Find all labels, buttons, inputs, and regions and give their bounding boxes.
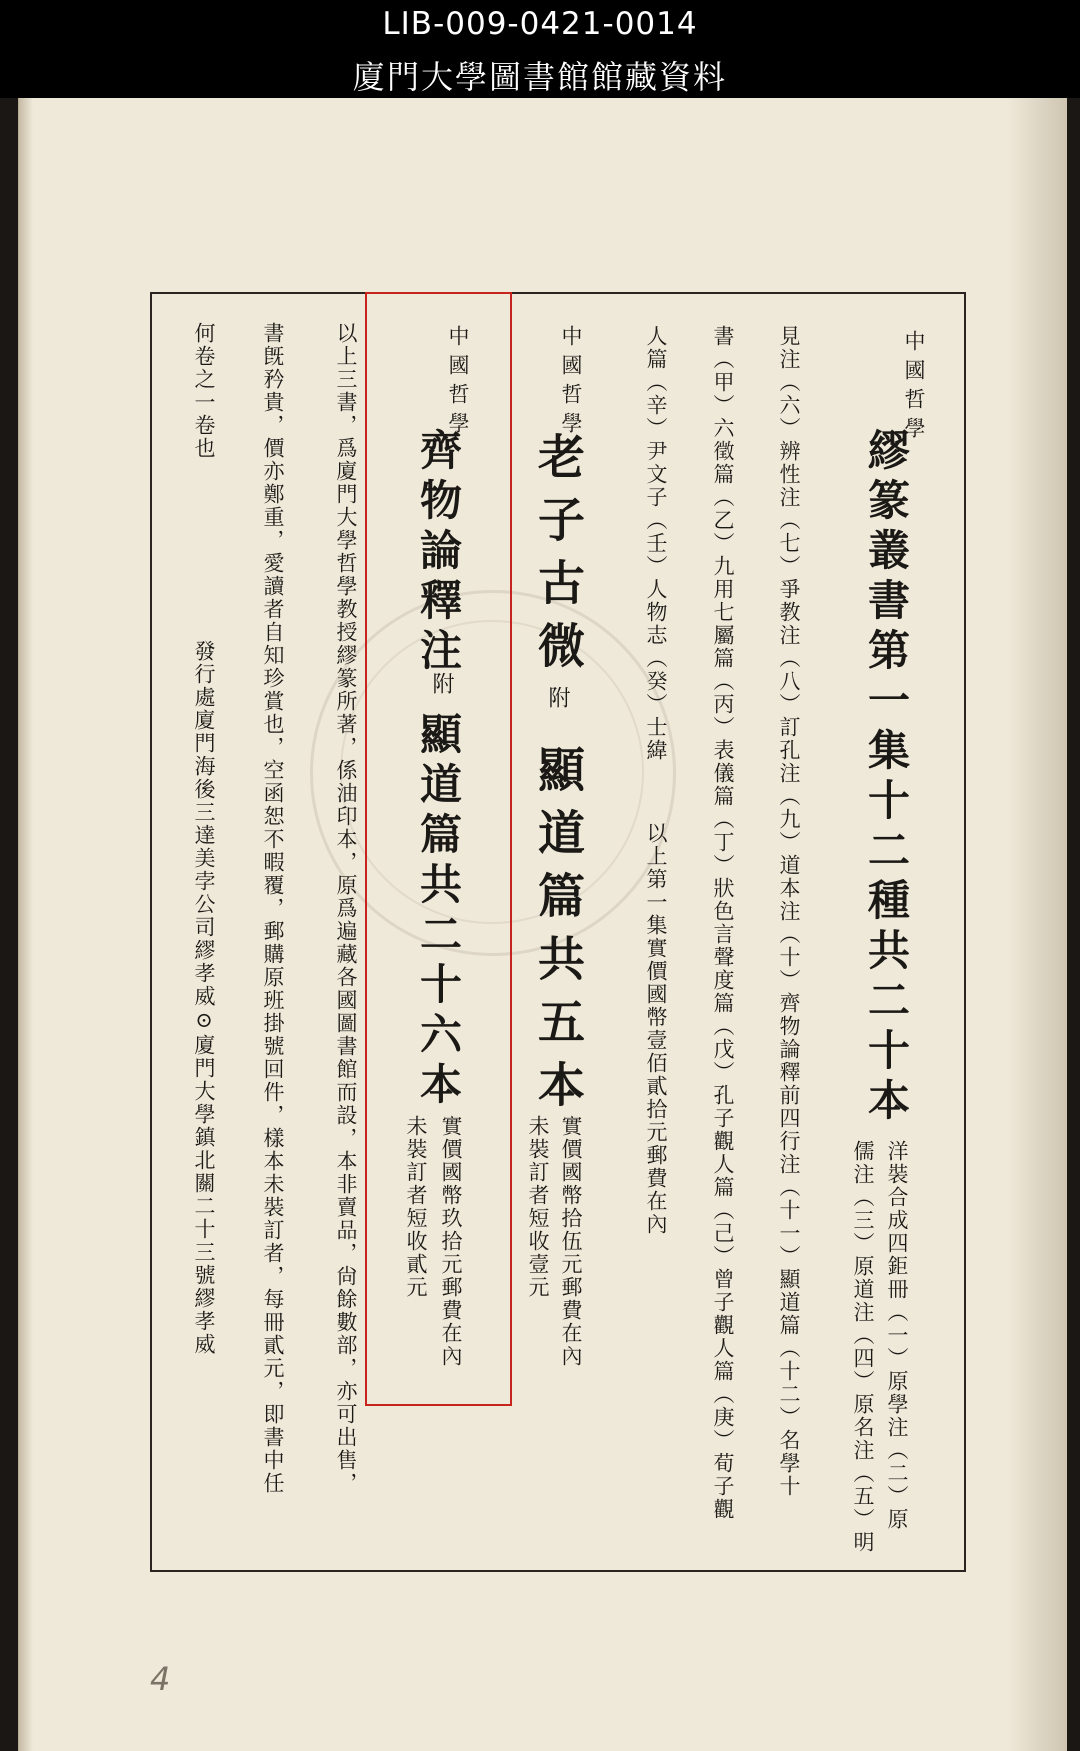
book1-line4: 書（甲）六徵篇（乙）九用七屬篇（丙）表儀篇（丁）狀色言聲度篇（戊）孔子觀人篇（己）曾子觀人篇（庚）荀子觀 — [711, 325, 735, 1521]
header-banner — [0, 0, 1080, 98]
book3-price: 實價國幣玖拾元郵費在內 — [439, 1115, 463, 1368]
page-edge-shadow — [1007, 98, 1067, 1751]
notes-line2: 書旣矜貴，價亦鄭重，愛讀者自知珍賞也，空函恕不暇覆，郵購原班掛號回件，樣本未裝訂者，每冊貳元，即書中任 — [261, 322, 285, 1495]
book1-category: 中國哲學 — [902, 330, 926, 446]
handwritten-page-number: 4 — [150, 1660, 171, 1698]
book3-category: 中國哲學 — [446, 325, 470, 441]
notes-line3: 何卷之一卷也 — [192, 322, 216, 460]
book3-title-a: 齊物論釋注 — [414, 428, 463, 678]
notes-line1: 以上三書，爲廈門大學哲學教授繆篆所著，係油印本，原爲遍藏各國圖書館而設，本非賣品，尙餘數部，亦可出售， — [334, 322, 358, 1495]
book1-line3: 見注（六）辨性注（七）爭教注（八）訂孔注（九）道本注（十）齊物論釋前四行注（十一）顯道篇（十二）名學十 — [777, 325, 801, 1498]
book1-price: 以上第一集實價國幣壹佰貳拾元郵費在內 — [644, 822, 668, 1236]
record-id: LIB-009-0421-0014 — [382, 6, 698, 42]
book1-line2: 儒注（三）原道注（四）原名注（五）明 — [851, 1140, 875, 1554]
library-label: 廈門大學圖書館館藏資料 — [352, 58, 727, 96]
page-spine-shadow — [19, 98, 33, 1751]
book2-price: 實價國幣拾伍元郵費在內 — [559, 1115, 583, 1368]
book2-title-a: 老子古微 — [530, 432, 585, 684]
publisher-address: 發行處廈門海後三達美孛公司繆孝威⊙廈門大學鎮北關二十三號繆孝威 — [192, 640, 216, 1356]
book2-title-b: 顯道篇共五本 — [530, 745, 585, 1123]
book1-line5: 人篇（辛）尹文子（壬）人物志（癸）士緯 — [644, 325, 668, 762]
book3-unbound-note: 未裝訂者短收貳元 — [404, 1115, 428, 1299]
book3-title-b: 顯道篇共二十六本 — [414, 712, 463, 1112]
book1-line1: 洋裝合成四鉅冊（一）原學注（二）原 — [885, 1140, 909, 1531]
book2-fu: 附 — [545, 686, 570, 708]
book2-unbound-note: 未裝訂者短收壹元 — [526, 1115, 550, 1299]
book2-category: 中國哲學 — [559, 325, 583, 441]
book1-title: 繆篆叢書第一集十二種共二十本 — [862, 428, 911, 1128]
book3-fu: 附 — [429, 672, 454, 694]
